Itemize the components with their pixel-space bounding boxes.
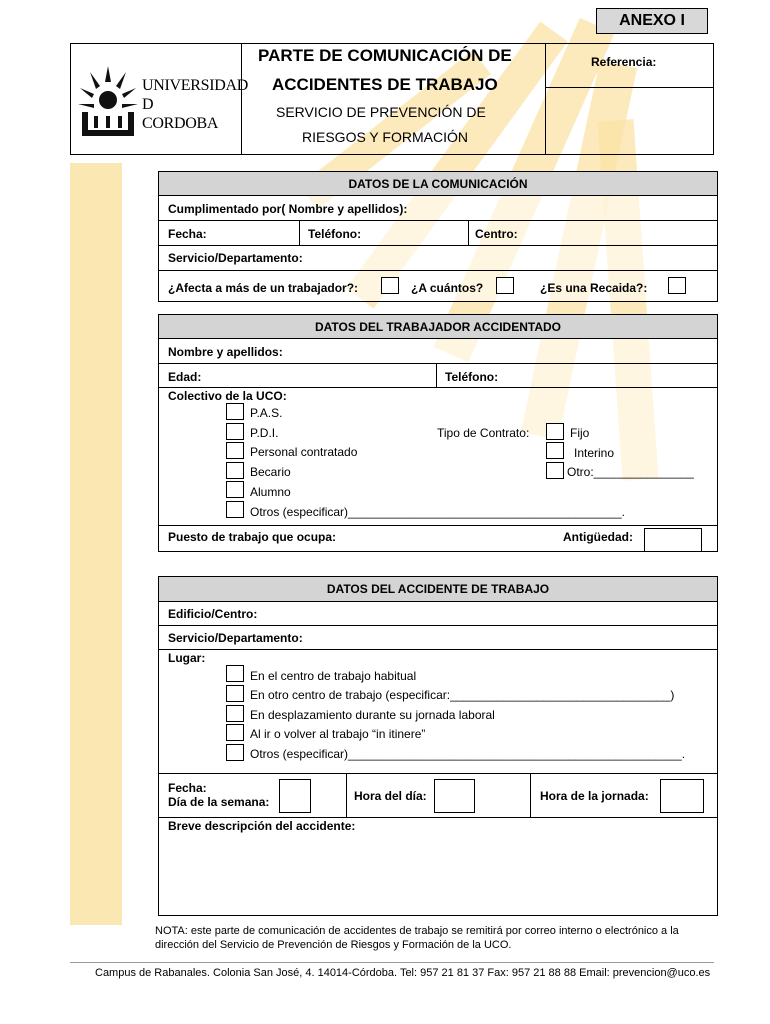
- colectivo-checkbox[interactable]: [226, 462, 244, 479]
- descripcion-field[interactable]: [160, 835, 716, 915]
- row-divider: [159, 625, 717, 626]
- cuantos-label: ¿A cuántos?: [411, 281, 484, 295]
- lugar-checkbox[interactable]: [226, 665, 244, 682]
- university-logo: [76, 60, 140, 140]
- colectivo-option: Alumno: [250, 485, 291, 499]
- tipo-contrato-label: Tipo de Contrato:: [437, 426, 530, 440]
- university-name: [142, 76, 248, 133]
- lugar-option: Otros (especificar)__________________________________________________.: [250, 747, 686, 761]
- contrato-option: Otro:_______________: [567, 465, 694, 479]
- colectivo-option: P.D.I.: [250, 426, 279, 440]
- logo-line: D: [142, 96, 154, 113]
- section-title: DATOS DEL TRABAJADOR ACCIDENTADO: [159, 315, 717, 339]
- cuantos-checkbox[interactable]: [496, 277, 514, 294]
- row-divider: [159, 773, 717, 774]
- antiguedad-label: Antigüedad:: [563, 530, 633, 544]
- anexo-label: ANEXO I: [596, 8, 708, 34]
- contrato-checkbox[interactable]: [546, 462, 564, 479]
- form-subtitle-line1: SERVICIO DE PREVENCIÓN DE: [276, 104, 486, 120]
- lugar-checkbox[interactable]: [226, 685, 244, 702]
- colectivo-checkbox[interactable]: [226, 403, 244, 420]
- servicio-label: Servicio/Departamento:: [168, 251, 303, 265]
- header-divider: [545, 43, 546, 155]
- nota-text: NOTA: este parte de comunicación de accidentes de trabajo se remitirá por correo interno o electrónico a la dirección del Servicio de Prevención de Riesgos y Formación de la UCO.: [155, 925, 679, 951]
- row-divider: [159, 363, 717, 364]
- lugar-option: En desplazamiento durante su jornada laboral: [250, 708, 495, 722]
- cumplimentado-label: Cumplimentado por( Nombre y apellidos):: [168, 202, 408, 216]
- section-title: DATOS DEL ACCIDENTE DE TRABAJO: [159, 577, 717, 602]
- afecta-checkbox[interactable]: [381, 277, 399, 294]
- footer-contact: Campus de Rabanales. Colonia San José, 4. 14014-Córdoba. Tel: 957 21 81 37 Fax: 957 21 88 88 Email: prevencion@uco.es: [95, 967, 711, 979]
- contrato-checkbox[interactable]: [546, 423, 564, 440]
- row-divider: [159, 220, 717, 221]
- side-decoration-bar: [70, 163, 122, 925]
- lugar-label: Lugar:: [168, 651, 206, 665]
- telefono-label: Teléfono:: [308, 227, 362, 241]
- form-title-line2: ACCIDENTES DE TRABAJO: [272, 75, 498, 94]
- centro-label: Centro:: [475, 227, 518, 241]
- colectivo-checkbox[interactable]: [226, 423, 244, 440]
- hora-jornada-label: Hora de la jornada:: [540, 789, 649, 803]
- recaida-checkbox[interactable]: [668, 277, 686, 294]
- header-divider: [545, 87, 714, 88]
- servicio-label: Servicio/Departamento:: [168, 631, 303, 645]
- section-accidente: [158, 576, 718, 916]
- fecha-label: Fecha:: [168, 781, 207, 795]
- fecha-label: Fecha:: [168, 227, 207, 241]
- contrato-option: Fijo: [570, 426, 590, 440]
- recaida-label: ¿Es una Recaida?:: [540, 281, 648, 295]
- col-divider: [299, 220, 300, 245]
- lugar-option: En el centro de trabajo habitual: [250, 669, 417, 683]
- colectivo-option: Otros (especificar)_________________________________________.: [250, 505, 625, 519]
- col-divider: [468, 220, 469, 245]
- form-title-line1: PARTE DE COMUNICACIÓN DE: [258, 46, 512, 65]
- colectivo-option: P.A.S.: [250, 406, 283, 420]
- colectivo-option: Personal contratado: [250, 445, 358, 459]
- antiguedad-field[interactable]: [644, 528, 702, 552]
- colectivo-option: Becario: [250, 465, 291, 479]
- row-divider: [159, 270, 717, 271]
- logo-line: UNIVERSIDAD: [142, 77, 249, 94]
- lugar-checkbox[interactable]: [226, 705, 244, 722]
- section-comunicacion: [158, 171, 718, 302]
- hora-dia-label: Hora del día:: [354, 789, 427, 803]
- colectivo-checkbox[interactable]: [226, 481, 244, 498]
- row-divider: [159, 387, 717, 388]
- puesto-label: Puesto de trabajo que ocupa:: [168, 530, 337, 544]
- section-trabajador: [158, 314, 718, 552]
- lugar-option: En otro centro de trabajo (especificar:_________________________________): [250, 688, 675, 702]
- colectivo-label: Colectivo de la UCO:: [168, 389, 287, 403]
- footer-divider: [70, 962, 714, 963]
- contrato-option: Interino: [574, 446, 615, 460]
- col-divider: [530, 773, 531, 817]
- dia-semana-field[interactable]: [279, 779, 311, 813]
- row-divider: [159, 649, 717, 650]
- referencia-label: Referencia:: [591, 55, 657, 69]
- hora-dia-field[interactable]: [434, 779, 475, 813]
- section-title: DATOS DE LA COMUNICACIÓN: [159, 172, 717, 196]
- col-divider: [436, 363, 437, 387]
- edificio-label: Edificio/Centro:: [168, 607, 258, 621]
- edad-label: Edad:: [168, 370, 202, 384]
- nombre-label: Nombre y apellidos:: [168, 345, 283, 359]
- colectivo-checkbox[interactable]: [226, 501, 244, 518]
- afecta-label: ¿Afecta a más de un trabajador?:: [168, 281, 359, 295]
- lugar-checkbox[interactable]: [226, 744, 244, 761]
- logo-line: CORDOBA: [142, 115, 219, 132]
- row-divider: [159, 525, 717, 526]
- university-seal-icon: [76, 60, 140, 140]
- lugar-option: Al ir o volver al trabajo “in itinere”: [250, 727, 426, 741]
- telefono-label: Teléfono:: [445, 370, 499, 384]
- row-divider: [159, 245, 717, 246]
- hora-jornada-field[interactable]: [660, 779, 704, 813]
- row-divider: [159, 817, 717, 818]
- descripcion-label: Breve descripción del accidente:: [168, 819, 356, 833]
- col-divider: [346, 773, 347, 817]
- lugar-checkbox[interactable]: [226, 724, 244, 741]
- colectivo-checkbox[interactable]: [226, 442, 244, 459]
- form-subtitle-line2: RIESGOS Y FORMACIÓN: [302, 129, 468, 145]
- dia-semana-label: Día de la semana:: [168, 795, 270, 809]
- contrato-checkbox[interactable]: [546, 442, 564, 459]
